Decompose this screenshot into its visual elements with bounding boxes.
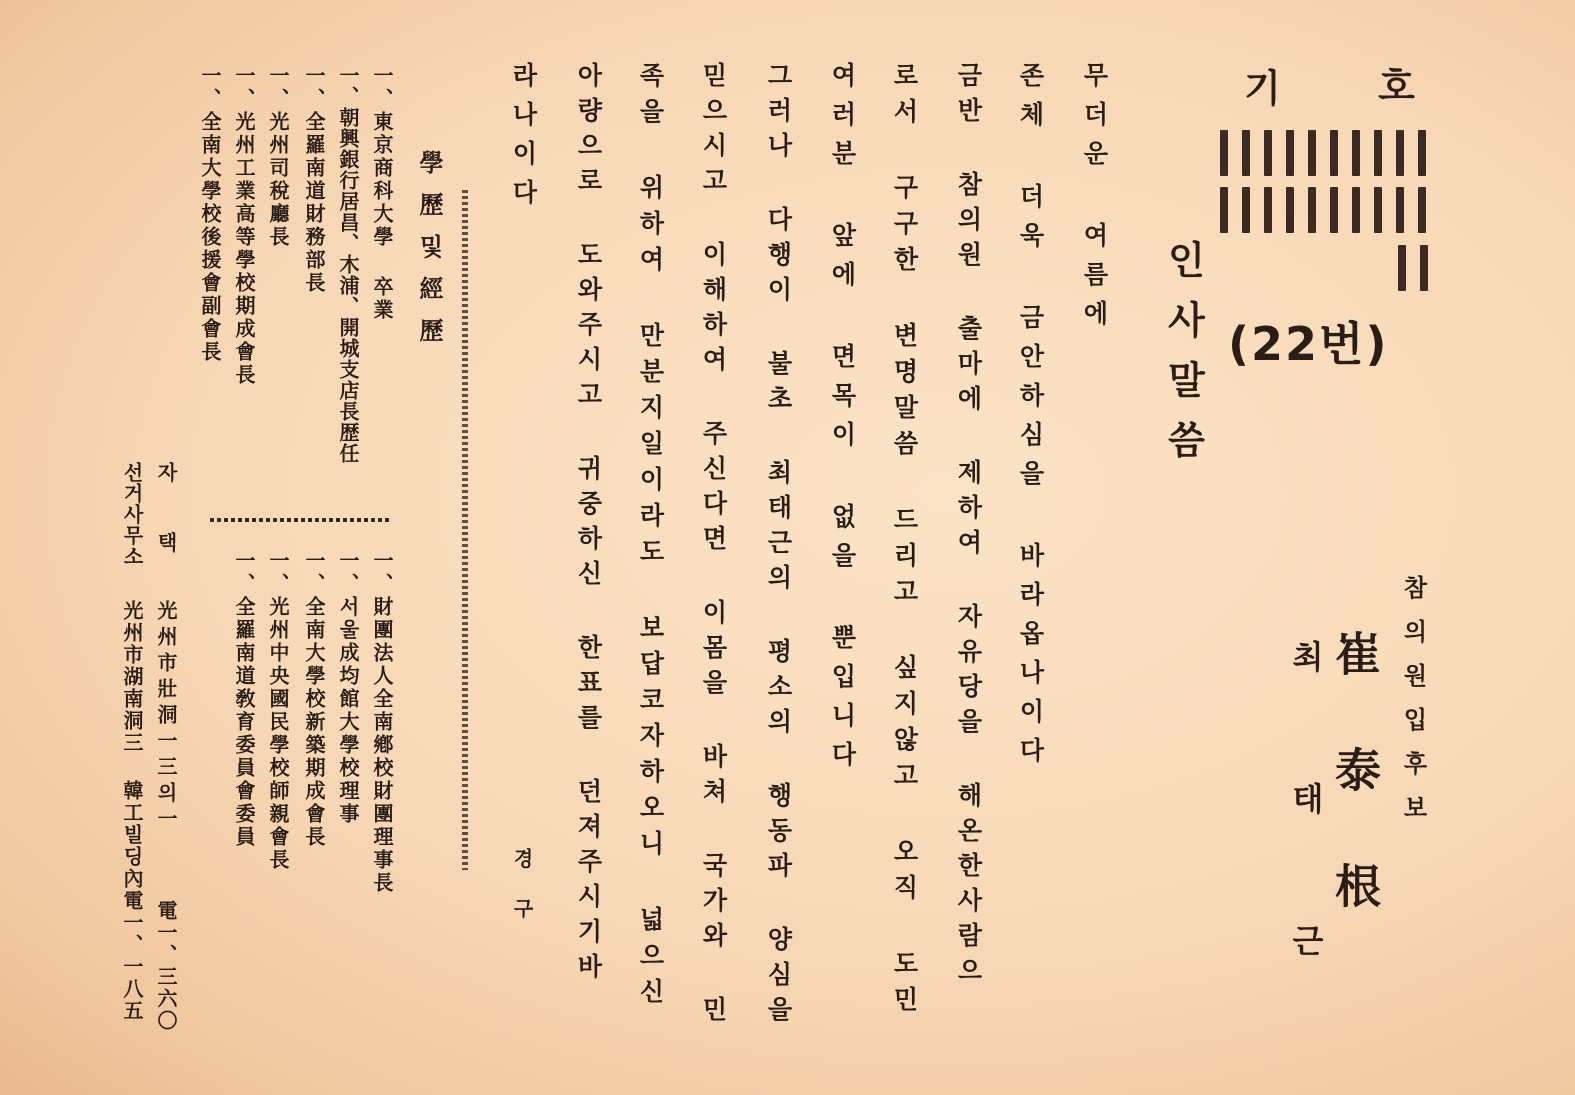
- ballot-number: (22번): [1228, 317, 1389, 371]
- tally-marks-row-1: [1220, 130, 1426, 176]
- office-address: 光州市湖南洞三 韓工빌딩內電一、一八五: [120, 600, 144, 1022]
- greeting-line: 여러분 앞에 면목이 없을 뿐입니다: [828, 62, 857, 780]
- greeting-line: 로서 구구한 변명말씀 드리고 싶지않고 오직 도민: [890, 62, 919, 1022]
- greeting-line: 믿으시고 이해하여 주신다면 이몸을 바쳐 국가와 민: [699, 62, 728, 1031]
- divider-wavy-horizontal: [210, 518, 390, 522]
- history-item: 一、全南大學校後援會副會長: [198, 65, 222, 364]
- tally-marks-row-2: [1220, 187, 1426, 233]
- greeting-line: 그러나 다행이 불초 최태근의 평소의 행동파 양심을: [764, 62, 793, 1031]
- divider-wavy-vertical: [462, 190, 468, 870]
- greeting-line: 아량으로 도와주시고 귀중하신 한표를 던져주시기바: [574, 62, 603, 988]
- label-ho: 호: [1371, 66, 1416, 126]
- history-item: 一、財團法人全南鄕校財團理事長: [370, 550, 394, 895]
- home-address: 光州市壯洞一三의一: [154, 600, 178, 834]
- history-item: 一、光州司稅廳長: [266, 65, 290, 249]
- candidate-name-hanja: 崔泰根: [1328, 630, 1382, 978]
- greeting-title: 인사말씀: [1161, 240, 1206, 480]
- history-item: 一、서울成均館大學校理事: [336, 550, 360, 826]
- history-item: 一、光州工業高等學校期成會長: [232, 65, 256, 387]
- greeting-line: 존체 더욱 금안하심을 바라옵나이다: [1016, 62, 1045, 776]
- office-label: 선거사무소: [120, 462, 144, 567]
- greeting-line: 족을 위하여 만분지일이라도 보답코자하오니 넓으신: [636, 62, 665, 1014]
- history-item: 一、全羅南道財務部長: [302, 65, 326, 295]
- candidacy-label: 참의원입후보: [1399, 575, 1428, 839]
- greeting-line: 무더운 여름에: [1080, 62, 1109, 339]
- candidate-name-hangul: 최태근: [1287, 640, 1325, 1066]
- history-item: 一、全羅南道敎育委員會委員: [232, 550, 256, 849]
- greeting-line: 금반 참의원 출마에 제하여 자유당을 해온한사람으: [954, 62, 983, 992]
- greeting-line: 라나이다: [509, 62, 538, 218]
- tally-marks-row-3: [1398, 245, 1428, 291]
- history-item: 一、東京商科大學 卒業: [370, 65, 394, 322]
- history-item: 一、朝興銀行居昌、木浦、開城支店長歴任: [336, 65, 360, 464]
- history-item: 一、光州中央國民學校師親會長: [266, 550, 290, 872]
- label-gi: 기: [1237, 68, 1282, 128]
- history-item: 一、全南大學校新築期成會長: [302, 550, 326, 849]
- home-label: 자택: [154, 462, 178, 602]
- history-heading: 學歷및經歷: [415, 150, 444, 360]
- home-phone: 電一、三六〇: [154, 900, 178, 1032]
- greeting-closing: 경구: [510, 848, 534, 948]
